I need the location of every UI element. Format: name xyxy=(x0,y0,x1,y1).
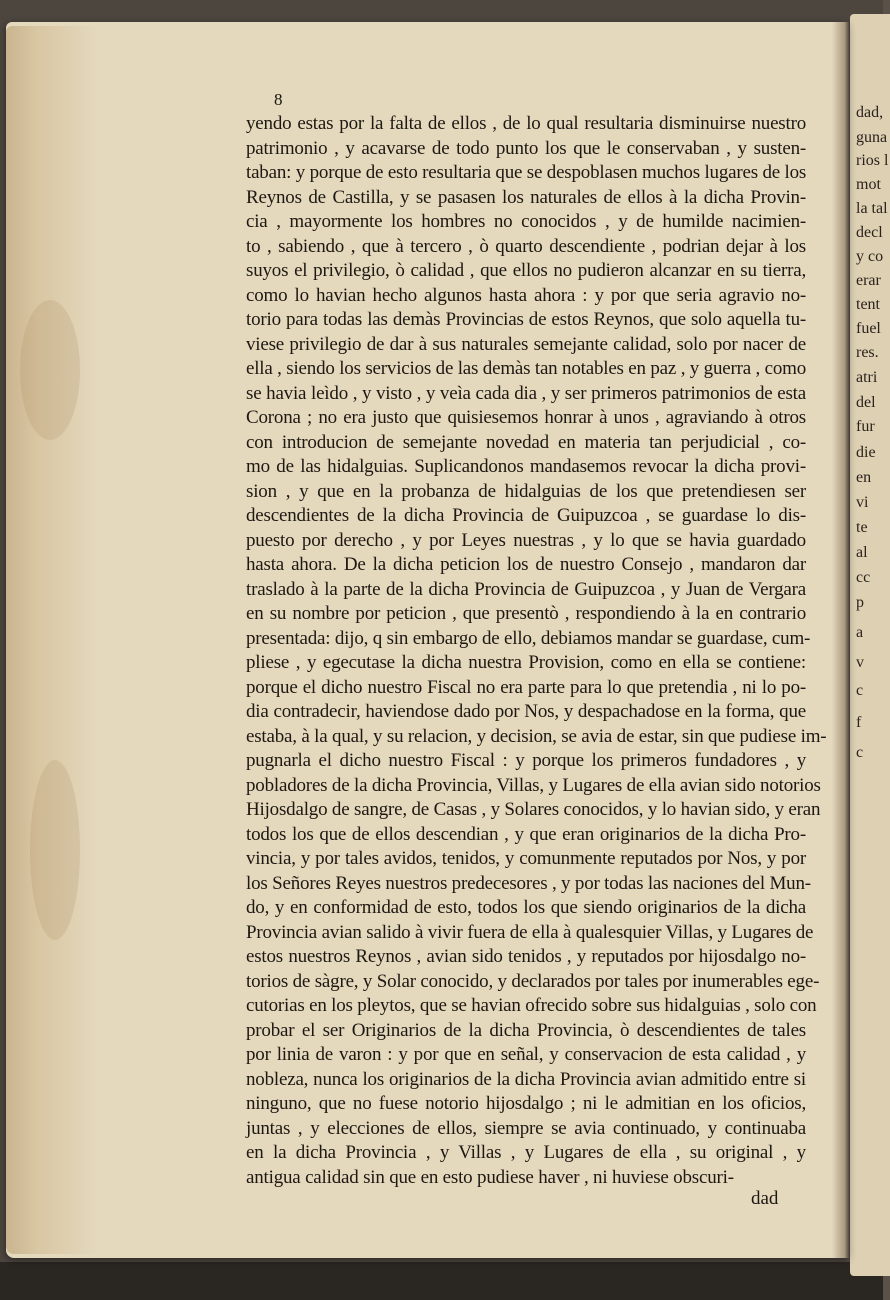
text-line: do, y en conformidad de esto, todos los que siendo originarios de la dicha xyxy=(246,897,806,918)
text-line: puesto por derecho , y por Leyes nuestras , y lo que se havia guardado xyxy=(246,529,806,551)
facing-page-fragment: al xyxy=(856,544,868,561)
text-line: probar el ser Originarios de la dicha Provincia, ò descendientes de tales xyxy=(246,1019,806,1041)
facing-page-fragment: te xyxy=(856,519,868,536)
text-line: porque el dicho nuestro Fiscal no era parte para lo que pretendia , ni lo po- xyxy=(246,676,806,698)
facing-page-fragment: mot xyxy=(856,176,881,193)
facing-page-fragment: en xyxy=(856,469,872,486)
text-line: vincia, y por tales avidos, tenidos, y comunmente reputados por Nos, y por xyxy=(246,848,806,869)
text-line: hasta ahora. De la dicha peticion los de nuestro Consejo , mandaron dar xyxy=(246,554,806,575)
text-line: traslado à la parte de la dicha Provincia de Guipuzcoa , y Juan de Vergara xyxy=(246,578,806,600)
facing-page-fragment: a xyxy=(856,624,864,641)
facing-page-fragment: dad, xyxy=(856,104,884,121)
text-line: en la dicha Provincia , y Villas , y Lugares de ella , su original , y xyxy=(246,1142,806,1163)
facing-page-fragment: del xyxy=(856,394,876,411)
text-line: Reynos de Castilla, y se pasasen los naturales de ellos à la dicha Provin- xyxy=(246,186,806,208)
facing-page-fragment: rios l xyxy=(856,152,889,169)
text-line: antigua calidad sin que en esto pudiese haver , ni huviese obscuri- xyxy=(246,1166,734,1188)
paper-stain xyxy=(20,300,80,440)
text-line: Provincia avian salido à vivir fuera de ella à qualesquier Villas, y Lugares de xyxy=(246,921,814,943)
text-line: patrimonio , y acavarse de todo punto los que le conservaban , y susten- xyxy=(246,137,806,159)
facing-page-fragment: tent xyxy=(856,296,880,313)
text-line: ella , siendo los servicios de las demàs tan notables en paz , y guerra , como xyxy=(246,358,807,379)
facing-page-fragment: p xyxy=(856,594,864,611)
text-line: estos nuestros Reynos , avian sido tenidos , y reputados por hijosdalgo no- xyxy=(246,946,806,967)
text-line: pobladores de la dicha Provincia, Villas, y Lugares de ella avian sido notorios xyxy=(246,774,821,796)
paper-stain xyxy=(30,760,80,940)
text-line: mo de las hidalguias. Suplicandonos mandasemos revocar la dicha provi- xyxy=(246,456,806,477)
text-line: descendientes de la dicha Provincia de Guipuzcoa , se guardase lo dis- xyxy=(246,505,806,526)
text-line: pugnarla el dicho nuestro Fiscal : y porque los primeros fundadores , y xyxy=(246,750,806,771)
text-line: torios de sàgre, y Solar conocido, y declarados por tales por inumerables ege- xyxy=(246,970,820,992)
text-line: todos los que de ellos descendian , y que eran originarios de la dicha Pro- xyxy=(246,823,806,845)
facing-page-fragment: cc xyxy=(856,569,871,586)
text-line: como lo havian hecho algunos hasta ahora : y por que seria agravio no- xyxy=(246,284,806,306)
page-worn-edge xyxy=(6,26,98,1254)
facing-page-fragment: atri xyxy=(856,369,878,386)
facing-page-fragment: decl xyxy=(856,224,883,241)
facing-page-fragment: vi xyxy=(856,494,869,511)
facing-page-fragment: c xyxy=(856,744,864,761)
text-line: yendo estas por la falta de ellos , de lo qual resultaria disminuirse nuestro xyxy=(246,113,806,134)
facing-page-fragment: f xyxy=(856,714,862,731)
facing-page xyxy=(850,14,890,1276)
text-line: por linia de varon : y por que en señal, y conservacion de esta calidad , y xyxy=(246,1044,806,1065)
facing-page-fragment: c xyxy=(856,682,864,699)
text-line: nobleza, nunca los originarios de la dicha Provincia avian admitido entre si xyxy=(246,1068,806,1090)
text-line: Hijosdalgo de sangre, de Casas , y Solares conocidos, y lo havian sido, y eran xyxy=(246,799,821,820)
text-line: con introducion de semejante novedad en materia tan perjudicial , co- xyxy=(246,431,806,453)
text-line: suyos el privilegio, ò calidad , que ellos no pudieron alcanzar en su tierra, xyxy=(246,260,806,281)
text-line: cia , mayormente los hombres no conocidos , y de humilde nacimien- xyxy=(246,211,806,232)
text-line: torio para todas las demàs Provincias de estos Reynos, que solo aquella tu- xyxy=(246,309,806,330)
facing-page-fragment: fur xyxy=(856,418,875,435)
page-gutter xyxy=(832,22,850,1258)
text-line: estaba, à la qual, y su relacion, y decision, se avia de estar, sin que pudiese im- xyxy=(246,725,827,747)
text-line: to , sabiendo , que à tercero , ò quarto descendiente , podrian dejar à los xyxy=(246,235,806,257)
text-line: se havia leìdo , y visto , y veìa cada dia , y ser primeros patrimonios de esta xyxy=(246,382,806,404)
facing-page-fragment: v xyxy=(856,654,864,671)
facing-page-fragment: la tal xyxy=(856,200,888,217)
facing-page-fragment: die xyxy=(856,444,876,461)
text-line: presentada: dijo, q sin embargo de ello, debiamos mandar se guardase, cum- xyxy=(246,627,811,649)
text-line: taban: y porque de esto resultaria que se despoblasen muchos lugares de los xyxy=(246,162,807,183)
facing-page-fragment: res. xyxy=(856,344,879,361)
facing-page-fragment: guna xyxy=(856,129,888,146)
catchword: dad xyxy=(751,1188,779,1209)
text-line: sion , y que en la probanza de hidalguias de los que pretendiesen ser xyxy=(246,480,806,502)
facing-page-fragment: y co xyxy=(856,248,884,265)
facing-page-fragment: fuel xyxy=(856,320,881,337)
text-line: cutorias en los pleytos, que se havian ofrecido sobre sus hidalguias , solo con xyxy=(246,995,817,1016)
text-line: viese privilegio de dar à sus naturales semejante calidad, solo por nacer de xyxy=(246,333,806,355)
text-line: en su nombre por peticion , que presentò , respondiendo à la en contrario xyxy=(246,603,806,624)
body-text xyxy=(246,112,827,1190)
text-line: ninguno, que no fuese notorio hijosdalgo ; ni le admitian en los oficios, xyxy=(246,1093,806,1114)
text-line: los Señores Reyes nuestros predecesores , y por todas las naciones del Mun- xyxy=(246,872,811,894)
facing-page-fragment: erar xyxy=(856,272,881,289)
text-line: dia contradecir, haviendose dado por Nos, y despachadose en la forma, que xyxy=(246,701,806,722)
text-line: pliese , y egecutase la dicha nuestra Provision, como en ella se contiene: xyxy=(246,652,806,673)
page-number: 8 xyxy=(274,90,283,109)
background-shadow xyxy=(0,1262,883,1300)
text-line: juntas , y elecciones de ellos, siempre se avia continuado, y continuaba xyxy=(246,1117,806,1139)
text-line: Corona ; no era justo que quisiesemos honrar à unos , agraviando à otros xyxy=(246,407,806,428)
